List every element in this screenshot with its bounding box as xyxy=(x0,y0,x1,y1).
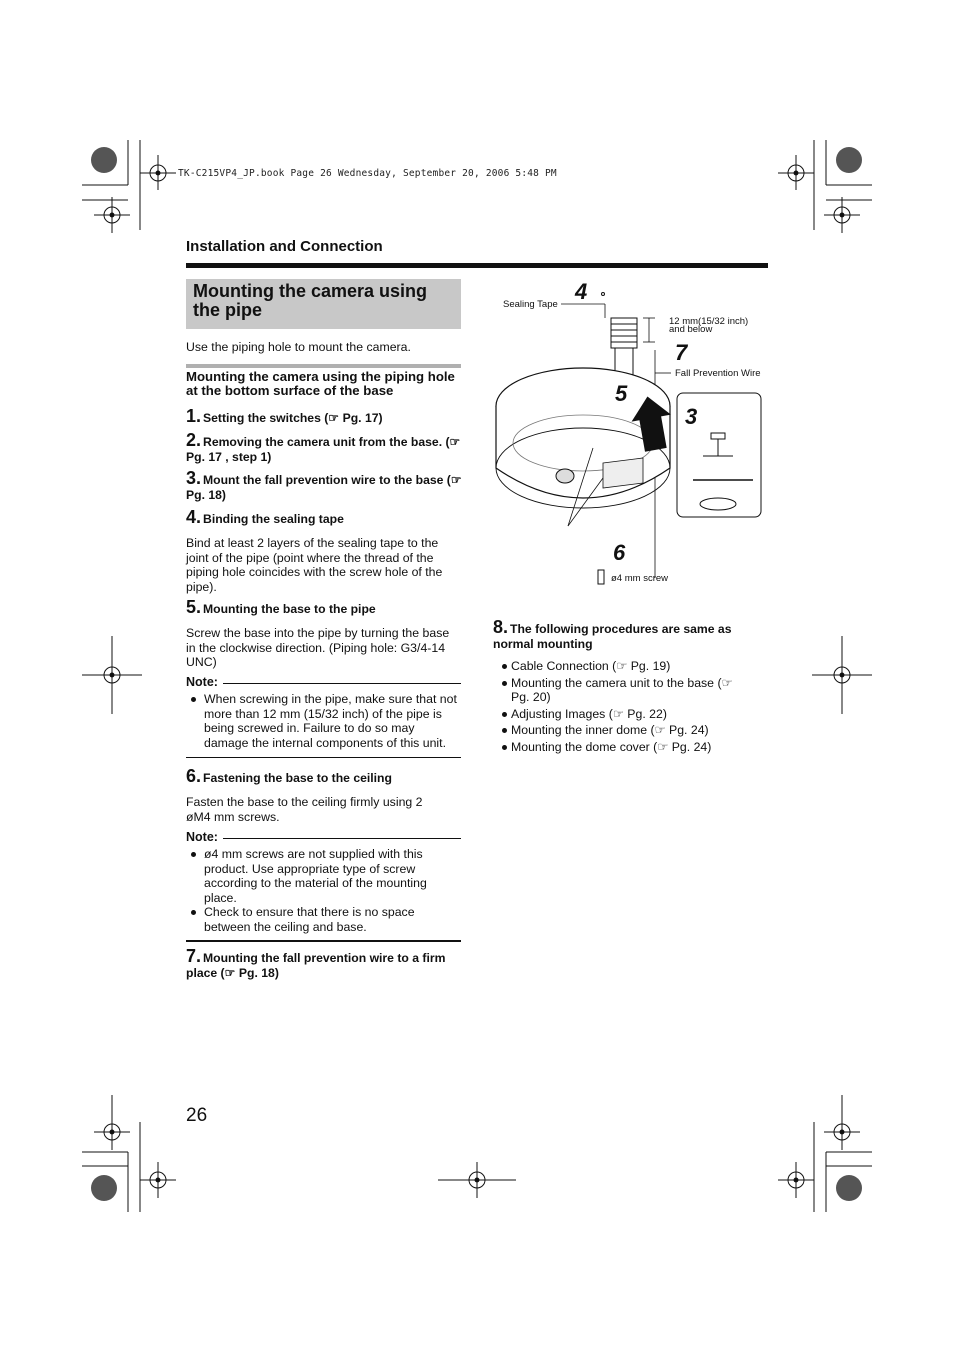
label-screw: ø4 mm screw xyxy=(611,573,668,584)
step-number: 2. xyxy=(186,430,202,450)
step-title: Mounting the fall prevention wire to a firm place (☞ Pg. 18) xyxy=(186,951,446,980)
page-title: Mounting the camera using the pipe xyxy=(193,281,428,320)
step-6-body: Fasten the base to the ceiling firmly using 2 øM4 mm screws. xyxy=(186,795,423,824)
note-rule xyxy=(223,838,461,839)
file-slug: TK-C215VP4_JP.book Page 26 Wednesday, September 20, 2006 5:48 PM xyxy=(178,168,557,179)
label-measure-2: and below xyxy=(669,324,713,335)
step-title: Fastening the base to the ceiling xyxy=(203,771,392,785)
step-3 xyxy=(186,468,466,502)
label-measure-1: 12 mm(15/32 inch) xyxy=(669,316,749,327)
note-2-list xyxy=(186,847,451,935)
mounting-diagram xyxy=(493,278,768,598)
step-title: Binding the sealing tape xyxy=(203,512,344,526)
step-7 xyxy=(186,946,464,980)
note-end-rule xyxy=(186,757,461,758)
step-title: Mounting the base to the pipe xyxy=(203,602,376,616)
section-heading: Installation and Connection xyxy=(186,238,383,255)
step-number: 1. xyxy=(186,406,202,426)
note-item: ø4 mm screws are not supplied with this product. Use appropriate type of screw according to the material of the mounting place. xyxy=(186,847,451,905)
callout-4: 4 xyxy=(575,279,588,304)
step-4-body: Bind at least 2 layers of the sealing tape to the joint of the pipe (point where the thread of the piping hole coincides with the screw hole of the pipe). xyxy=(186,536,443,594)
note-rule xyxy=(223,683,461,684)
step-title: The following procedures are same as normal mounting xyxy=(493,622,732,651)
step-title: Removing the camera unit from the base. (☞ Pg. 17 , step 1) xyxy=(186,435,461,464)
step-7-rule xyxy=(186,940,461,942)
procedure-item: Adjusting Images (☞ Pg. 22) xyxy=(501,707,736,722)
step-8 xyxy=(493,617,763,651)
label-sealing-tape: Sealing Tape xyxy=(503,299,558,310)
callout-6: 6 xyxy=(613,540,626,565)
label-fall-wire: Fall Prevention Wire xyxy=(675,368,761,379)
note-1-list xyxy=(186,692,461,750)
step-number: 4. xyxy=(186,507,202,527)
step-number: 6. xyxy=(186,766,202,786)
note-item: Check to ensure that there is no space between the ceiling and base. xyxy=(186,905,451,934)
step-2 xyxy=(186,430,466,464)
step-title: Setting the switches (☞ Pg. 17) xyxy=(203,411,383,425)
callout-3: 3 xyxy=(685,404,698,429)
intro-text: Use the piping hole to mount the camera. xyxy=(186,340,411,354)
page-number: 26 xyxy=(186,1105,208,1126)
procedure-item: Cable Connection (☞ Pg. 19) xyxy=(501,659,736,674)
step-number: 7. xyxy=(186,946,202,966)
step-number: 5. xyxy=(186,597,202,617)
step-4 xyxy=(186,507,466,527)
page-title-box xyxy=(186,279,461,329)
procedure-list xyxy=(501,659,736,757)
note-item: When screwing in the pipe, make sure that not more than 12 mm (15/32 inch) of the pipe is being screwed in. Failure to do so may damage the internal components of this unit. xyxy=(186,692,461,750)
step-1 xyxy=(186,406,466,426)
subheading-rule xyxy=(186,364,461,368)
procedure-item: Mounting the camera unit to the base (☞ Pg. 20) xyxy=(501,676,736,705)
procedure-item: Mounting the dome cover (☞ Pg. 24) xyxy=(501,740,736,755)
subheading: Mounting the camera using the piping hole at the bottom surface of the base xyxy=(186,369,455,398)
step-6 xyxy=(186,766,466,786)
header-rule xyxy=(186,263,768,268)
step-number: 8. xyxy=(493,617,509,637)
callout-5: 5 xyxy=(615,381,628,406)
step-5-body: Screw the base into the pipe by turning the base in the clockwise direction. (Piping hole: G3/4-14 UNC) xyxy=(186,626,450,670)
step-title: Mount the fall prevention wire to the base (☞ Pg. 18) xyxy=(186,473,462,502)
note-label: Note: xyxy=(186,830,218,844)
callout-7: 7 xyxy=(675,340,688,365)
step-5 xyxy=(186,597,466,617)
step-number: 3. xyxy=(186,468,202,488)
procedure-item: Mounting the inner dome (☞ Pg. 24) xyxy=(501,723,736,738)
note-label: Note: xyxy=(186,675,218,689)
